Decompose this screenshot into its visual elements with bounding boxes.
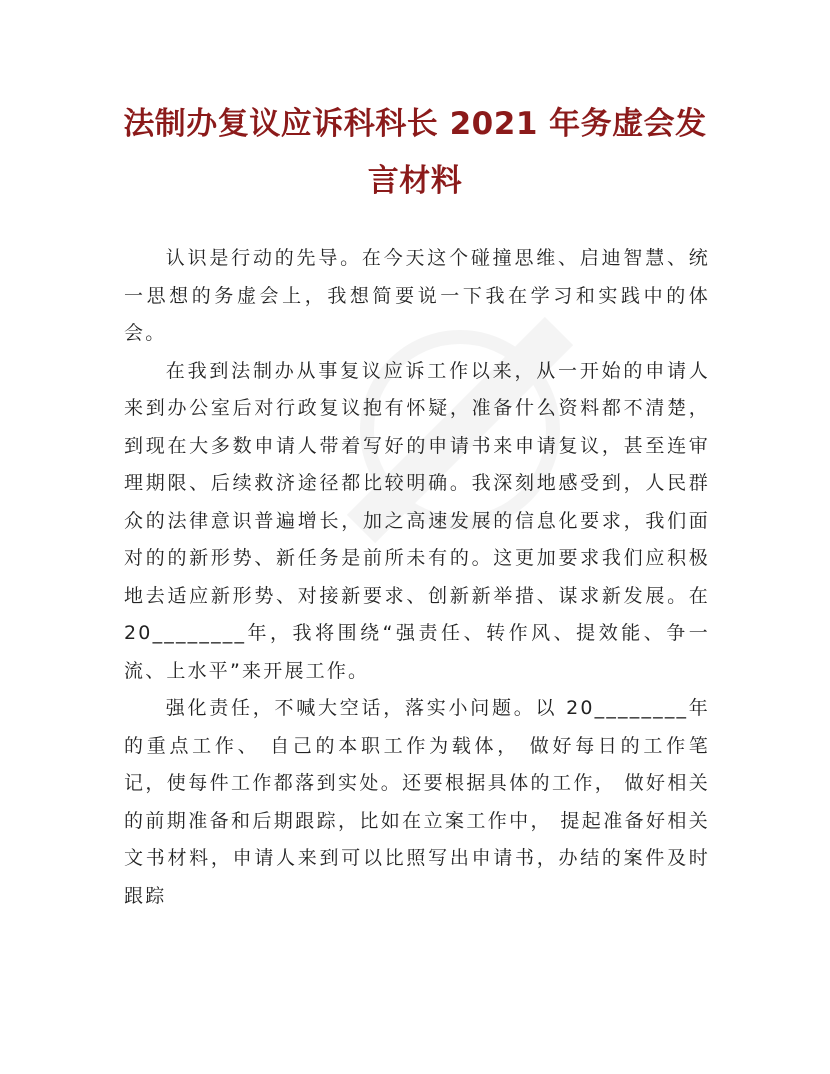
document-body xyxy=(124,240,710,915)
paragraph-1: 认识是行动的先导。在今天这个碰撞思维、启迪智慧、统一思想的务虚会上，我想简要说一下我在学习和实践中的体会。 xyxy=(124,247,710,344)
paragraph-2: 在我到法制办从事复议应诉工作以来，从一开始的申请人来到办公室后对行政复议抱有怀疑，准备什么资料都不清楚，到现在大多数申请人带着写好的申请书来申请复议，甚至连审理期限、后续救济途径都比较明确。我深刻地感受到，人民群众的法律意识普遍增长，加之高速发展的信息化要求，我们面对的的新形势、新任务是前所未有的。这更加要求我们应积极地去适应新形势、对接新要求、创新新举措、谋求新发展。在20________年，我将围绕“强责任、转作风、提效能、争一流、上水平”来开展工作。 xyxy=(124,359,710,682)
document-title: 法制办复议应诉科科长 2021 年务虚会发言材料 xyxy=(123,106,707,199)
paragraph-3: 强化责任，不喊大空话，落实小问题。以 20________年的重点工作、 自己的本职工作为载体， 做好每日的工作笔记，使每件工作都落到实处。还要根据具体的工作， 做好相关的前期准备和后期跟踪，比如在立案工作中， 提起准备好相关文书材料，申请人来到可以比照写出申请书，办结的案件及时跟踪 xyxy=(124,697,710,907)
